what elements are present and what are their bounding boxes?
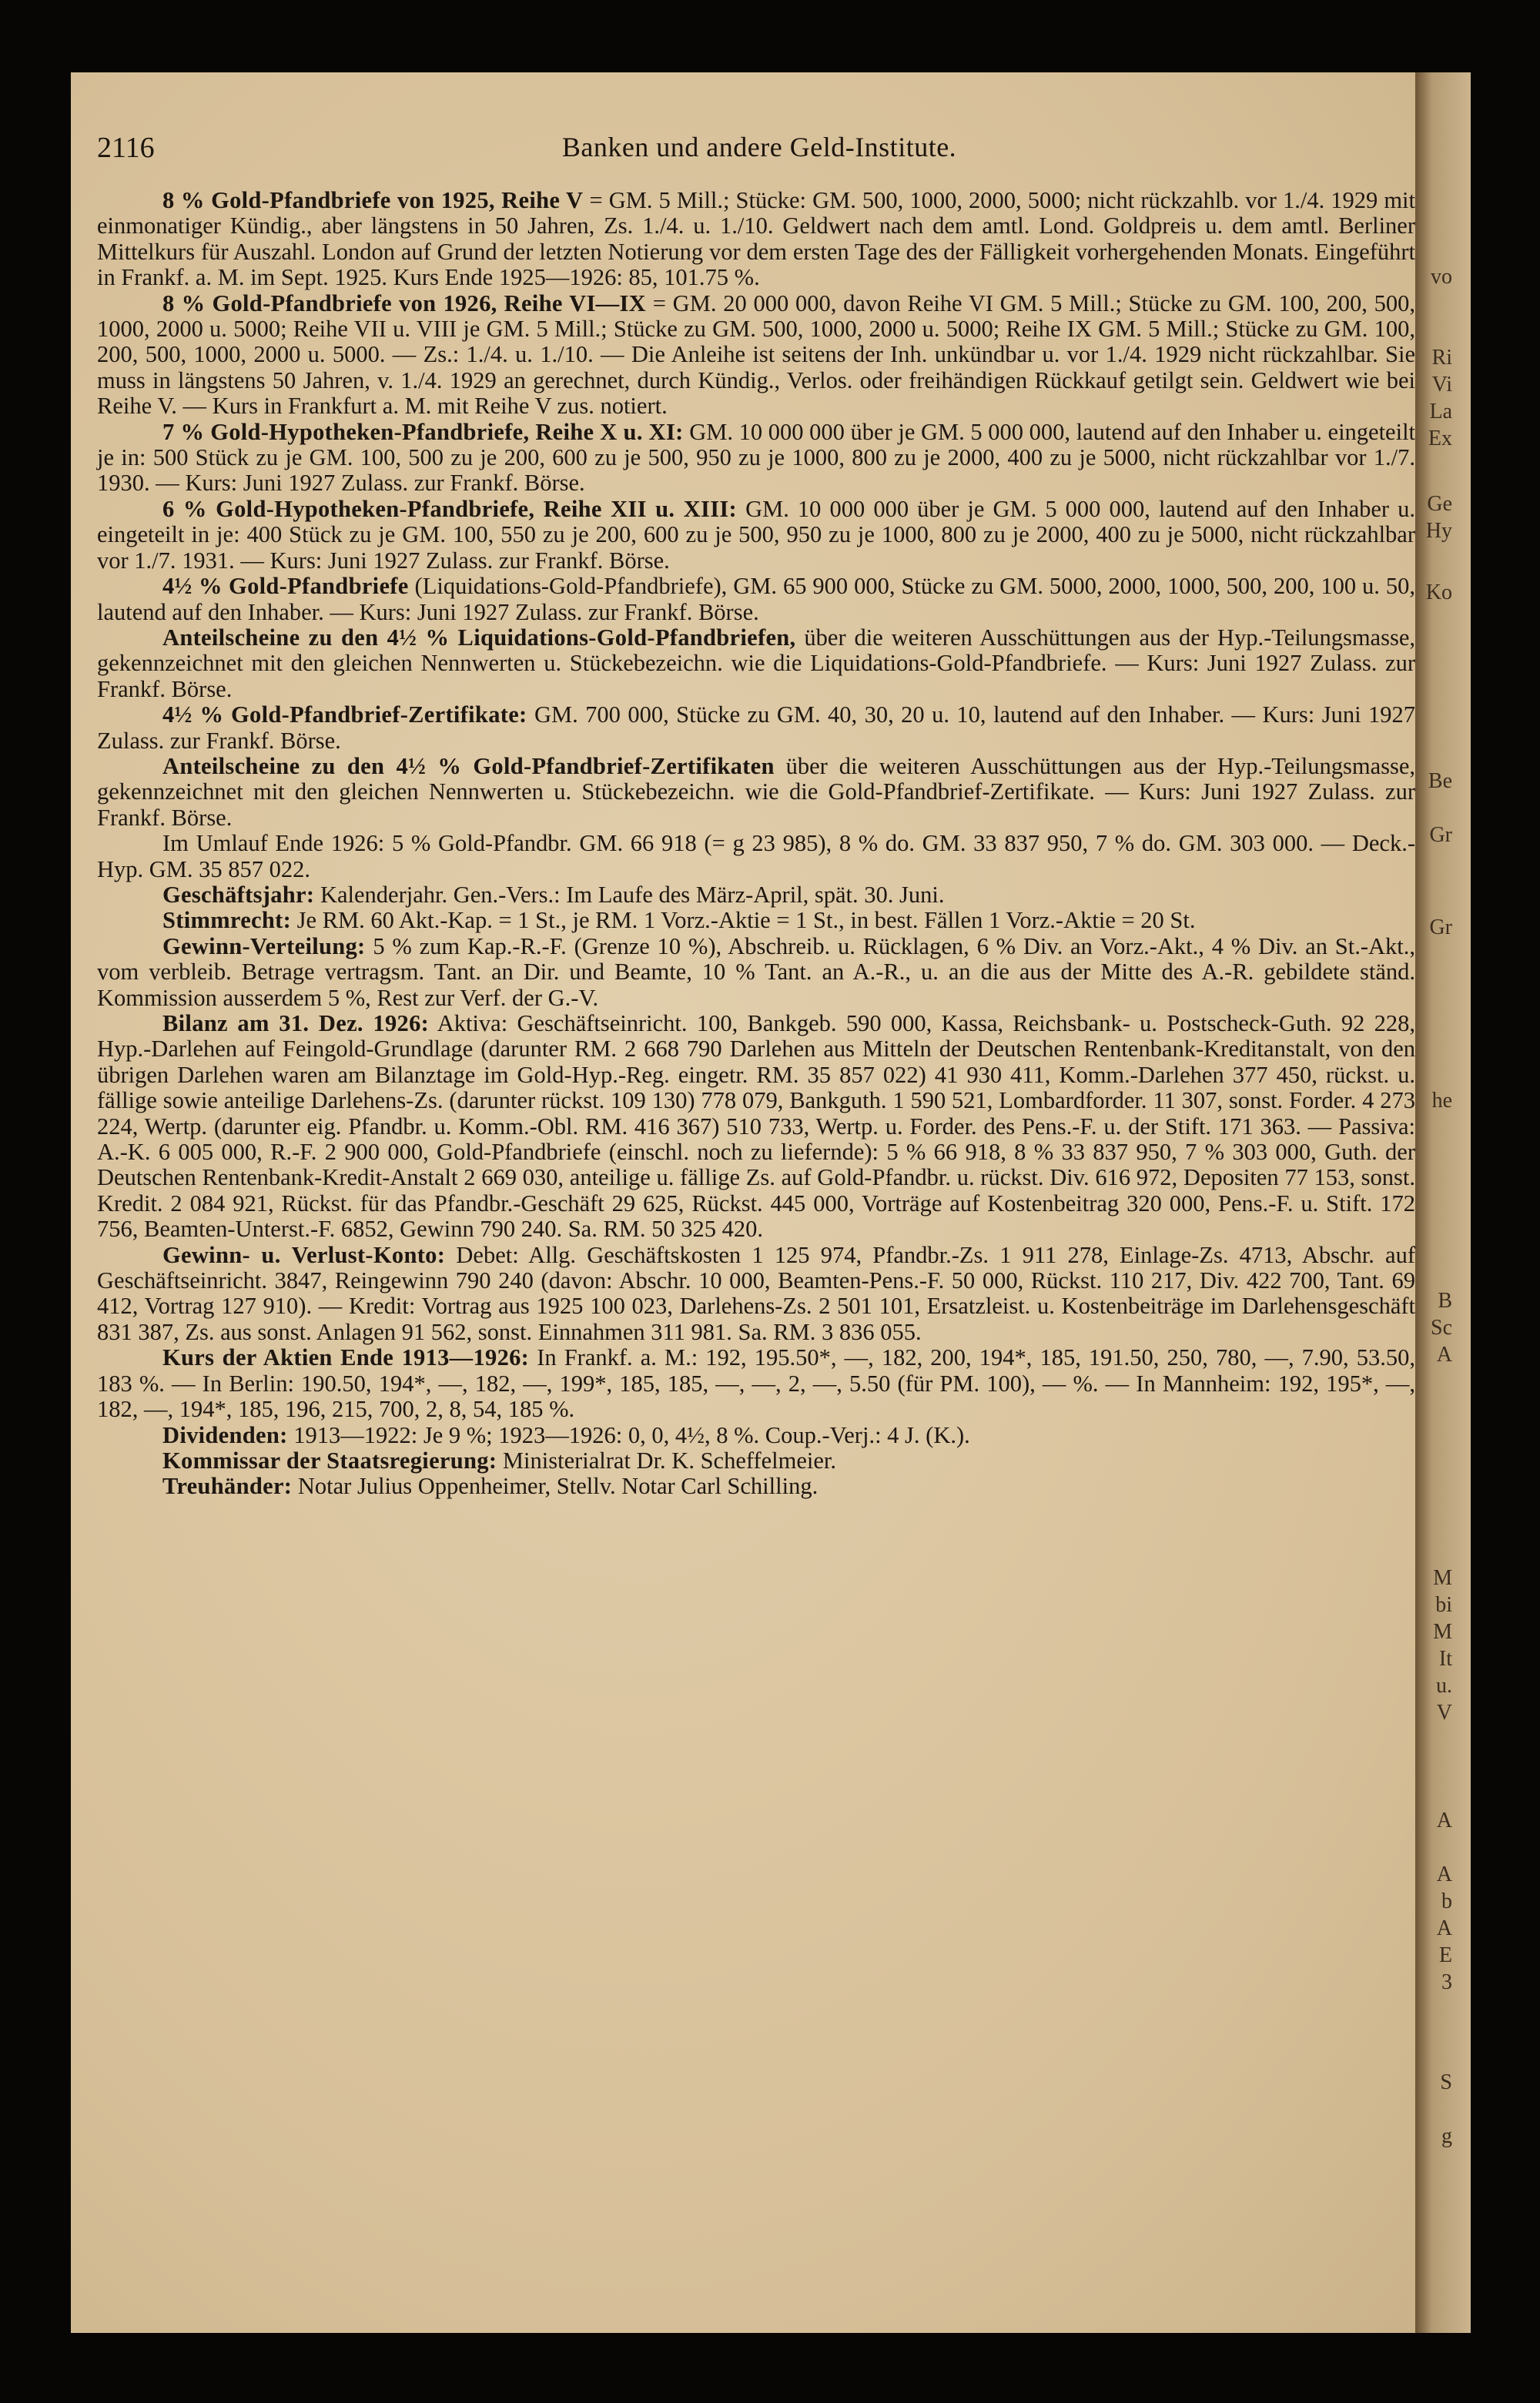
margin-fragment: Ex bbox=[1428, 427, 1452, 450]
paragraph bbox=[97, 1423, 1415, 1448]
margin-fragment: u. bbox=[1436, 1674, 1452, 1698]
margin-fragment: V bbox=[1436, 1701, 1452, 1725]
paragraph-lead: 6 % Gold-Hypotheken-Pfandbriefe, Reihe XII u. XIII: bbox=[162, 495, 737, 522]
paragraph bbox=[97, 882, 1415, 908]
margin-fragment: he bbox=[1431, 1089, 1452, 1113]
paragraph bbox=[97, 1011, 1415, 1243]
margin-fragment: M bbox=[1433, 1620, 1452, 1644]
paragraph-text: Je RM. 60 Akt.-Kap. = 1 St., je RM. 1 Vorz.-Aktie = 1 St., in best. Fällen 1 Vorz.-Aktie = 20 St. bbox=[291, 907, 1196, 934]
paragraph-text: Kalenderjahr. Gen.-Vers.: Im Laufe des März-April, spät. 30. Juni. bbox=[314, 881, 945, 908]
paragraph bbox=[97, 574, 1415, 625]
paragraph-lead: Geschäftsjahr: bbox=[162, 881, 315, 908]
paragraph-lead: 4½ % Gold-Pfandbriefe bbox=[162, 573, 409, 600]
paragraph bbox=[97, 1243, 1415, 1346]
running-title: Banken und andere Geld-Institute. bbox=[561, 132, 957, 162]
paragraph bbox=[97, 1448, 1415, 1474]
margin-fragment: La bbox=[1429, 400, 1452, 423]
margin-fragment: Gr bbox=[1429, 915, 1452, 939]
paragraph-text: GM. 10 000 000 über je GM. 5 000 000, lautend auf den Inhaber u. eingeteilt je in: 500 Stück zu je GM. 100, 500 zu je 200, 600 zu je 500, 950 zu je 1000, 800 zu je 2000, 400 zu je 5000, nicht rückzahlbar vor 1./7. 1930. — Kurs: Juni 1927 Zulass. zur Frankf. Börse. bbox=[97, 418, 1416, 497]
paragraph-lead: Dividenden: bbox=[162, 1421, 288, 1448]
paragraph-text: über die weiteren Ausschüttungen aus der Hyp.-Teilungsmasse, gekennzeichnet mit den gleichen Nennwerten u. Stückebezeichn. wie die Liquidations-Gold-Pfandbriefe. — Kurs: Juni 1927 Zulass. zur Frankf. Börse. bbox=[97, 624, 1415, 702]
margin-fragment: Ge bbox=[1427, 492, 1452, 516]
page-header bbox=[97, 131, 1421, 169]
margin-fragment: b bbox=[1441, 1889, 1452, 1913]
paragraph-lead: Treuhänder: bbox=[162, 1473, 293, 1500]
adjacent-page-edge bbox=[1415, 72, 1471, 2333]
book-page bbox=[71, 72, 1471, 2333]
paragraph-text: Im Umlauf Ende 1926: 5 % Gold-Pfandbr. GM. 66 918 (= g 23 985), 8 % do. GM. 33 837 950, 7 % do. GM. 303 000. — Deck.-Hyp. GM. 35 857 022. bbox=[97, 830, 1415, 882]
paragraph-text: (Liquidations-Gold-Pfandbriefe), GM. 65 900 000, Stücke zu GM. 5000, 2000, 1000, 500, 200, 100 u. 50, lautend auf den Inhaber. — Kurs: Juni 1927 Zulass. zur Frankf. Börse. bbox=[97, 573, 1415, 625]
paragraph bbox=[97, 702, 1415, 754]
margin-fragment: Hy bbox=[1425, 519, 1452, 543]
paragraph bbox=[97, 1345, 1415, 1422]
paragraph-lead: Kurs der Aktien Ende 1913—1926: bbox=[162, 1344, 530, 1371]
paragraph-lead: 7 % Gold-Hypotheken-Pfandbriefe, Reihe X u. XI: bbox=[162, 418, 684, 445]
margin-fragment: S bbox=[1440, 2070, 1452, 2094]
paragraph-lead: Kommissar der Staatsregierung: bbox=[162, 1447, 497, 1474]
margin-fragment: E bbox=[1438, 1943, 1452, 1967]
paragraph-lead: Bilanz am 31. Dez. 1926: bbox=[162, 1010, 430, 1036]
paragraph-lead: Anteilscheine zu den 4½ % Liquidations-Gold-Pfandbriefen, bbox=[162, 624, 796, 651]
margin-fragment: Sc bbox=[1431, 1316, 1452, 1340]
paragraph bbox=[97, 291, 1415, 420]
paragraph-text: GM. 700 000, Stücke zu GM. 40, 30, 20 u. 10, lautend auf den Inhaber. — Kurs: Juni 1927 Zulass. zur Frankf. Börse. bbox=[97, 701, 1415, 754]
margin-fragment: A bbox=[1436, 1862, 1452, 1886]
paragraph-text: Aktiva: Geschäftseinricht. 100, Bankgeb. 590 000, Kassa, Reichsbank- u. Postscheck-Guth. 92 228, Hyp.-Darlehen auf Feingold-Grundlage (darunter RM. 2 668 790 Darlehen aus Mitteln der Deutschen Rentenbank-Kreditanstalt, von den übrigen Darlehen waren am Bilanztage im Gold-Hyp.-Reg. eingetr. RM. 35 857 022) 41 930 411, Komm.-Darlehen 377 450, rückst. u. fällige sowie anteilige Darlehens-Zs. (darunter rückst. 109 130) 778 079, Bankguth. 1 590 521, Lombardforder. 11 307, sonst. Forder. 4 273 224, Wertp. (darunter eig. Pfandbr. u. Komm.-Obl. RM. 416 367) 510 733, Wertp. u. Forder. des Pens.-F. u. der Stift. 171 363. — Passiva: A.-K. 6 005 000, R.-F. 2 900 000, Gold-Pfandbriefe (einschl. noch zu liefernde): 5 % 66 918, 8 % 33 837 950, 7 % 303 000, Guth. der Deutschen Rentenbank-Kredit-Anstalt 2 669 030, anteilige u. fällige Zs. auf Gold-Pfandbr. u. rückst. Div. 616 972, Depositen 77 153, sonst. Kredit. 2 084 921, Rückst. für das Pfandbr.-Geschäft 29 625, Rückst. 445 000, Vorträge auf Kostenbeitrag 320 000, Pens.-F. u. Stift. 172 756, Beamten-Unterst.-F. 6852, Gewinn 790 240. Sa. RM. 50 325 420. bbox=[97, 1010, 1416, 1243]
paragraph bbox=[97, 1474, 1415, 1499]
margin-fragment: Vi bbox=[1431, 373, 1452, 397]
margin-fragment: B bbox=[1438, 1289, 1452, 1313]
margin-fragment: g bbox=[1441, 2124, 1452, 2148]
paragraph bbox=[97, 908, 1415, 933]
paragraph bbox=[97, 831, 1415, 882]
page-number: 2116 bbox=[97, 132, 155, 164]
page-body bbox=[97, 188, 1415, 1500]
margin-fragment: A bbox=[1436, 1916, 1452, 1940]
paragraph-lead: Anteilscheine zu den 4½ % Gold-Pfandbrief-Zertifikaten bbox=[162, 752, 775, 779]
paragraph bbox=[97, 188, 1415, 291]
paragraph-lead: Stimmrecht: bbox=[162, 907, 292, 934]
margin-fragment: Ri bbox=[1431, 346, 1452, 370]
paragraph-text: Debet: Allg. Geschäftskosten 1 125 974, Pfandbr.-Zs. 1 911 278, Einlage-Zs. 4713, Abschr. auf Geschäftseinricht. 3847, Reingewinn 790 240 (davon: Abschr. 10 000, Beamten-Pens.-F. 50 000, Rückst. 110 217, Div. 422 700, Tant. 69 412, Vortrag 127 910). — Kredit: Vortrag aus 1925 100 023, Darlehens-Zs. 2 501 101, Ersatzleist. u. Kostenbeiträge im Darlehensgeschäft 831 387, Zs. aus sonst. Anlagen 91 562, sonst. Einnahmen 311 981. Sa. RM. 3 836 055. bbox=[97, 1241, 1415, 1345]
margin-fragment: A bbox=[1436, 1809, 1452, 1832]
paragraph-lead: Gewinn- u. Verlust-Konto: bbox=[162, 1241, 446, 1268]
paragraph-lead: 4½ % Gold-Pfandbrief-Zertifikate: bbox=[162, 701, 527, 728]
margin-fragment: vo bbox=[1431, 265, 1452, 289]
paragraph-text: über die weiteren Ausschüttungen aus der Hyp.-Teilungsmasse, gekennzeichnet mit den gleichen Nennwerten u. Stückebezeichn. wie die Gold-Pfandbrief-Zertifikate. — Kurs: Juni 1927 Zulass. zur Frankf. Börse. bbox=[97, 752, 1416, 831]
margin-fragment: bi bbox=[1435, 1593, 1452, 1617]
paragraph bbox=[97, 934, 1415, 1011]
margin-fragment: M bbox=[1433, 1566, 1452, 1590]
paragraph-text: In Frankf. a. M.: 192, 195.50*, —, 182, 200, 194*, 185, 191.50, 250, 780, —, 7.90, 53.50, 183 %. — In Berlin: 190.50, 194*, —, 182, —, 199*, 185, 185, —, —, 2, —, 5.50 (für PM. 100), — %. — In Mannheim: 192, 195*, —, 182, —, 194*, 185, 196, 215, 700, 2, 8, 54, 185 %. bbox=[97, 1344, 1415, 1423]
margin-fragment: 3 bbox=[1441, 1970, 1452, 1994]
paragraph bbox=[97, 420, 1415, 497]
paragraph-text: 1913—1922: Je 9 %; 1923—1926: 0, 0, 4½, 8 %. Coup.-Verj.: 4 J. (K.). bbox=[287, 1421, 970, 1448]
paragraph bbox=[97, 497, 1415, 574]
margin-fragment: A bbox=[1436, 1343, 1452, 1367]
margin-fragment: Ko bbox=[1425, 581, 1452, 604]
paragraph bbox=[97, 625, 1415, 702]
paragraph-text: Ministerialrat Dr. K. Scheffelmeier. bbox=[497, 1447, 836, 1474]
paragraph-text: = GM. 5 Mill.; Stücke: GM. 500, 1000, 2000, 5000; nicht rückzahlb. vor 1./4. 1929 mit einmonatiger Kündig., aber längstens in 50 Jahren, Zs. 1./4. u. 1./10. Geldwert nach dem amtl. Lond. Goldpreis u. dem amtl. Berliner Mittelkurs für Auszahl. London auf Grund der letzten Notierung vor dem ersten Tage des der Fälligkeit vorhergehenden Monats. Eingeführt in Frankf. a. M. im Sept. 1925. Kurs Ende 1925—1926: 85, 101.75 %. bbox=[97, 187, 1415, 291]
paragraph-text: = GM. 20 000 000, davon Reihe VI GM. 5 Mill.; Stücke zu GM. 100, 200, 500, 1000, 2000 u. 5000; Reihe VII u. VIII je GM. 5 Mill.; Stücke zu GM. 500, 1000, 2000 u. 5000; Reihe IX GM. 5 Mill.; Stücke zu GM. 100, 200, 500, 1000, 2000 u. 5000. — Zs.: 1./4. u. 1./10. — Die Anleihe ist seitens der Inh. unkündbar u. vor 1./4. 1929 nicht rückzahlbar. Sie muss in längstens 50 Jahren, v. 1./4. 1929 an gerechnet, durch Kündig., Verlos. oder freihändigen Rückkauf getilgt sein. Geldwert wie bei Reihe V. — Kurs in Frankfurt a. M. mit Reihe V zus. notiert. bbox=[97, 289, 1416, 420]
margin-fragment: Be bbox=[1428, 769, 1452, 793]
margin-fragment: It bbox=[1438, 1647, 1452, 1671]
paragraph-lead: Gewinn-Verteilung: bbox=[162, 932, 366, 959]
paragraph-text: Notar Julius Oppenheimer, Stellv. Notar Carl Schilling. bbox=[292, 1473, 819, 1500]
paragraph-text: GM. 10 000 000 über je GM. 5 000 000, lautend auf den Inhaber u. eingeteilt in je: 400 Stück zu je GM. 100, 550 zu je 200, 600 zu je 500, 950 zu je 1000, 800 zu je 2000, 400 zu je 5000, nicht rückzahlbar vor 1./7. 1931. — Kurs: Juni 1927 Zulass. zur Frankf. Börse. bbox=[97, 495, 1415, 574]
paragraph-lead: 8 % Gold-Pfandbriefe von 1926, Reihe VI—IX bbox=[162, 289, 646, 316]
paragraph bbox=[97, 754, 1415, 831]
margin-fragment: Gr bbox=[1429, 823, 1452, 847]
paragraph-lead: 8 % Gold-Pfandbriefe von 1925, Reihe V bbox=[162, 187, 584, 213]
paragraph-text: 5 % zum Kap.-R.-F. (Grenze 10 %), Abschreib. u. Rücklagen, 6 % Div. an Vorz.-Akt., 4 % Div. an St.-Akt., vom verbleib. Betrage vertragsm. Tant. an Dir. und Beamte, 10 % Tant. an A.-R., u. an die aus der Mitte des A.-R. gebildete ständ. Kommission ausserdem 5 %, Rest zur Verf. der G.-V. bbox=[97, 932, 1415, 1011]
